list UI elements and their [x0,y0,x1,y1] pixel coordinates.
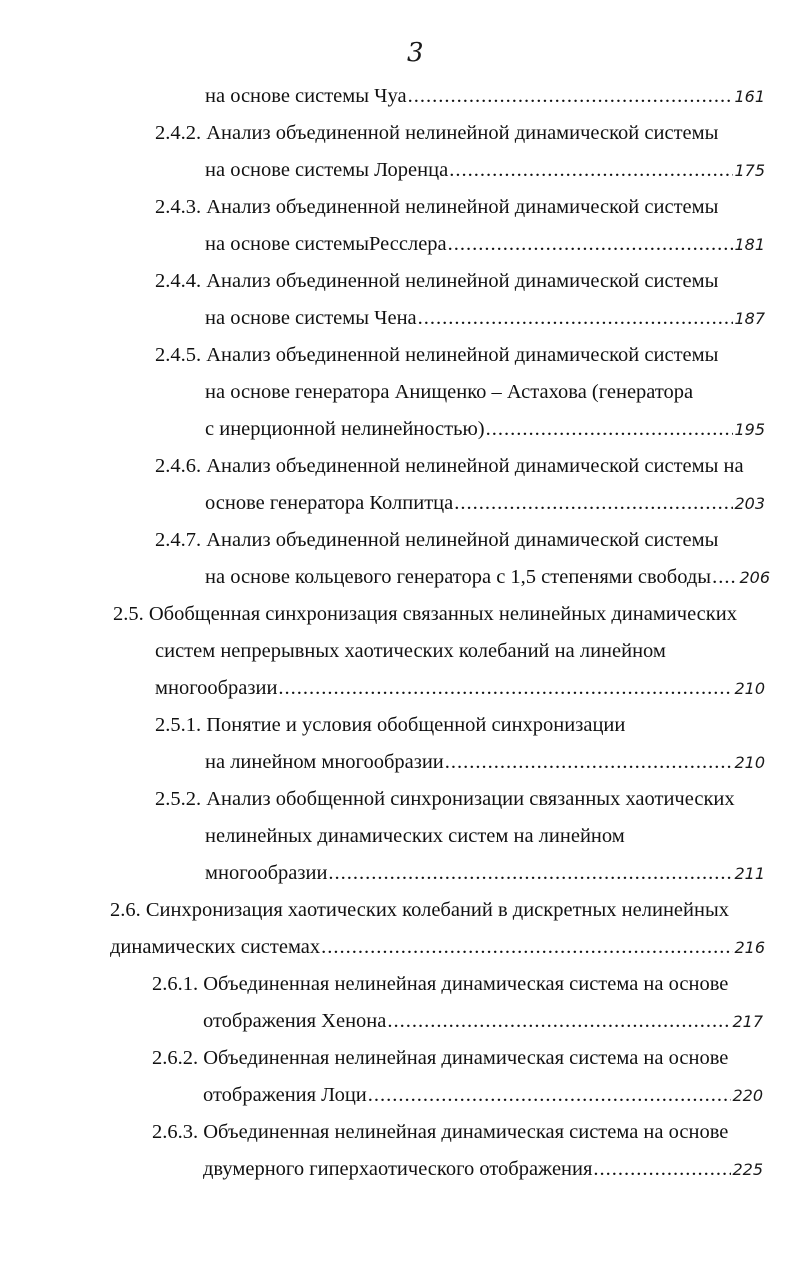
toc-entry-2-5 [155,674,765,702]
toc-entry-2-4-5 [205,415,765,443]
dot-leader [321,933,733,961]
toc-text: многообразии [205,862,328,884]
toc-page: 211 [734,864,765,883]
dot-leader [712,563,738,591]
dot-leader [368,1081,732,1109]
page-number: 3 [407,38,424,68]
toc-entry-2-6-1 [203,1007,763,1035]
toc-entry-2-4-4 [205,304,765,332]
toc-page: 220 [732,1086,763,1105]
toc-entry-chua-cont [205,82,765,110]
toc-text: на основе системы Чуа [205,85,407,107]
toc-text: с инерционной нелинейностью) [205,418,485,440]
toc-line: 2.4.3. Анализ объединенной нелинейной динамической системы [155,196,719,218]
toc-text: на основе системы Чена [205,307,417,329]
toc-line: 2.5.2. Анализ обобщенной синхронизации связанных хаотических [155,788,735,810]
toc-line: 2.6. Синхронизация хаотических колебаний в дискретных нелинейных [110,899,729,921]
dot-leader [408,82,734,110]
toc-page: 210 [734,753,765,772]
toc-page: 181 [734,235,765,254]
toc-text: на основе кольцевого генератора с 1,5 степенями свободы [205,566,712,588]
toc-line: 2.5.1. Понятие и условия обобщенной синхронизации [155,714,626,736]
toc-entry-2-4-2 [205,156,765,184]
toc-entry-2-5-1 [205,748,765,776]
toc-text: многообразии [155,677,278,699]
toc-line: 2.5. Обобщенная синхронизация связанных нелинейных динамических [113,603,737,625]
toc-text: динамических системах [110,936,321,958]
toc-entry-2-4-7 [205,563,770,591]
dot-leader [328,859,733,887]
toc-page: 225 [732,1160,763,1179]
toc-line: 2.4.6. Анализ объединенной нелинейной динамической системы на [155,455,744,477]
toc-entry-2-6 [110,933,765,961]
dot-leader [449,156,733,184]
dot-leader [486,415,734,443]
toc-text: основе генератора Колпитца [205,492,454,514]
toc-page: 195 [734,420,765,439]
toc-page: 217 [732,1012,763,1031]
toc-line: 2.6.1. Объединенная нелинейная динамическая система на основе [152,973,729,995]
toc-entry-2-5-2 [205,859,765,887]
dot-leader [278,674,733,702]
toc-text: на линейном многообразии [205,751,444,773]
toc-text: на основе системы Лоренца [205,159,449,181]
toc-entry-2-6-3 [203,1155,763,1183]
toc-line: 2.4.7. Анализ объединенной нелинейной динамической системы [155,529,719,551]
toc-line: 2.4.2. Анализ объединенной нелинейной динамической системы [155,122,719,144]
toc-line: на основе генератора Анищенко – Астахова (генератора [205,381,694,403]
toc-page: 216 [734,938,765,957]
toc-line: 2.4.4. Анализ объединенной нелинейной динамической системы [155,270,719,292]
toc-page: 206 [739,568,770,587]
toc-page: 187 [734,309,765,328]
toc-text: на основе системыРесслера [205,233,447,255]
toc-entry-2-4-6 [205,489,765,517]
dot-leader [387,1007,731,1035]
toc-line: 2.6.2. Объединенная нелинейная динамическая система на основе [152,1047,729,1069]
toc-page: 161 [734,87,765,106]
toc-line: нелинейных динамических систем на линейном [205,825,625,847]
dot-leader [445,748,734,776]
toc-text: двумерного гиперхаотического отображения [203,1158,593,1180]
dot-leader [448,230,734,258]
dot-leader [454,489,733,517]
dot-leader [418,304,734,332]
toc-page: 175 [734,161,765,180]
dot-leader [593,1155,731,1183]
toc-text: отображения Хенона [203,1010,387,1032]
toc-entry-2-6-2 [203,1081,763,1109]
toc-page: 203 [734,494,765,513]
toc-line: систем непрерывных хаотических колебаний на линейном [155,640,666,662]
toc-entry-2-4-3 [205,230,765,258]
toc-line: 2.6.3. Объединенная нелинейная динамическая система на основе [152,1121,729,1143]
toc-text: отображения Лоци [203,1084,367,1106]
toc-line: 2.4.5. Анализ объединенной нелинейной динамической системы [155,344,719,366]
toc-page: 210 [734,679,765,698]
